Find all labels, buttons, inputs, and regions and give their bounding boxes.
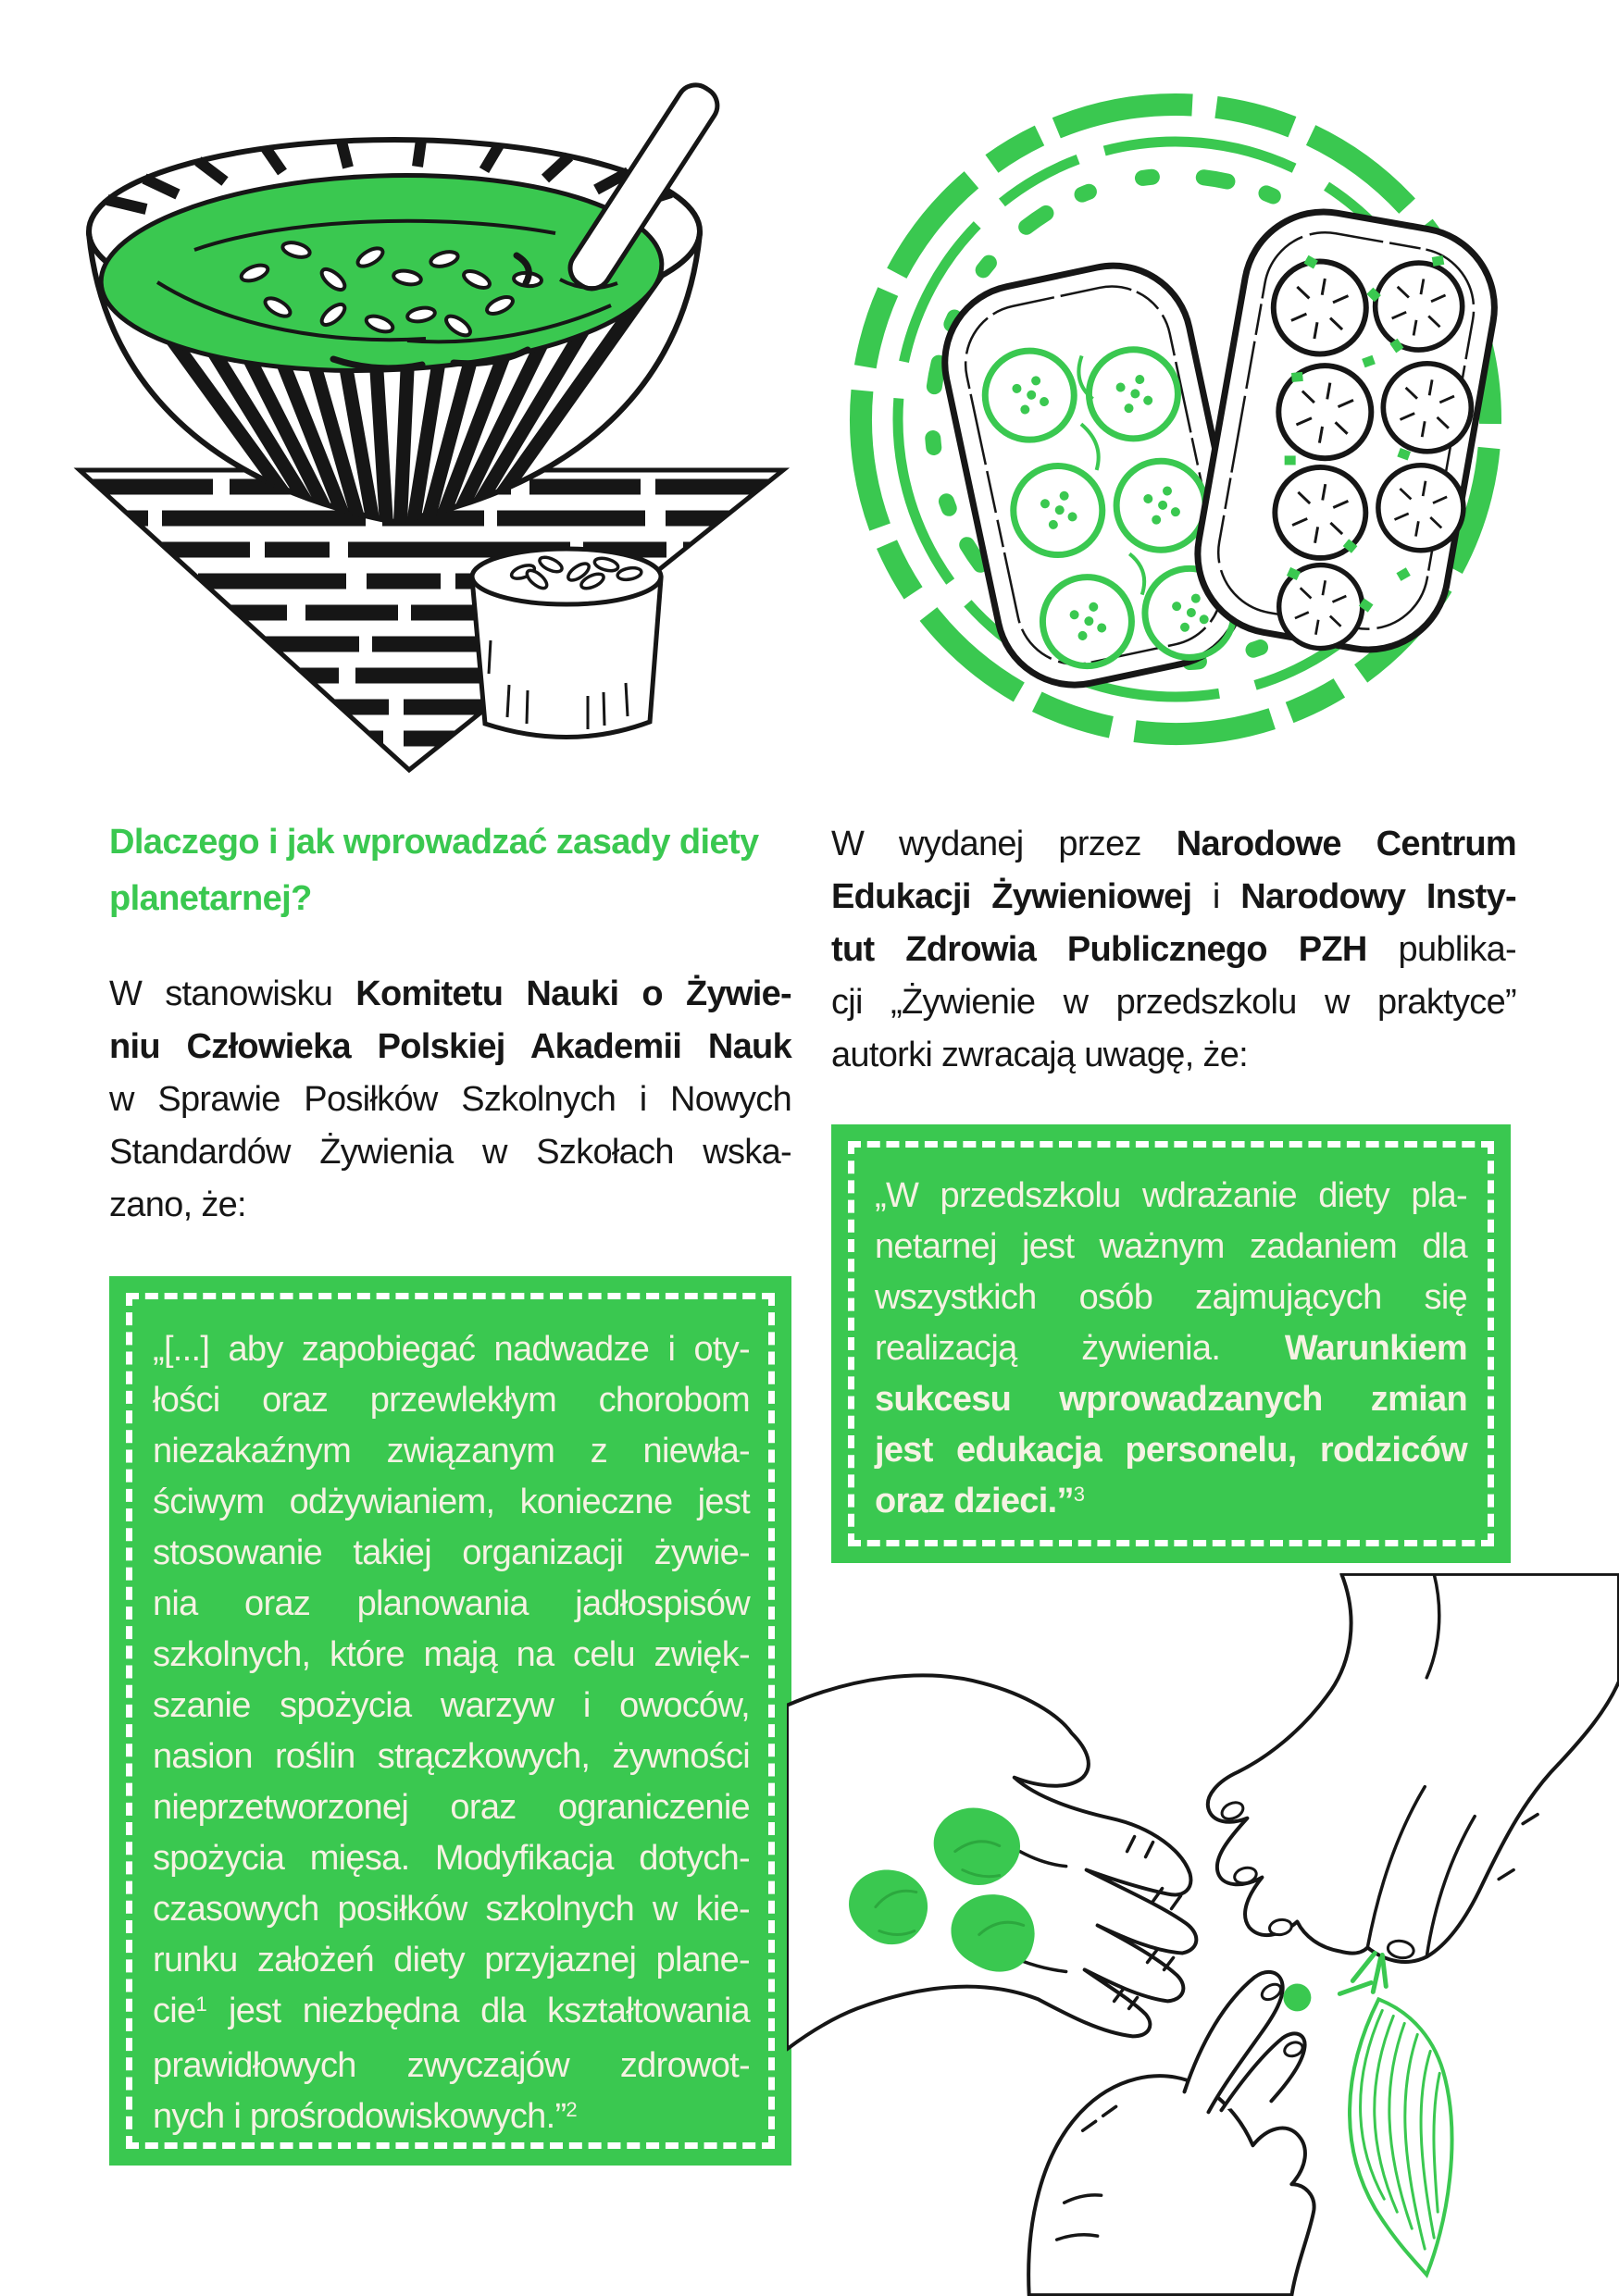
hands-peas-illustration bbox=[787, 1573, 1619, 2296]
text-line: W stanowisku Komitetu Nauki o Żywie- bbox=[109, 974, 791, 1013]
text-line: „W przedszkolu wdrażanie diety pla- bbox=[875, 1176, 1467, 1215]
quote-box-left bbox=[109, 1276, 791, 2166]
pinching-hand bbox=[1208, 1574, 1619, 1962]
quote-text-left bbox=[153, 1324, 750, 2146]
text-line: planetarnej? bbox=[109, 879, 312, 918]
seed-cup bbox=[472, 549, 661, 738]
text-line: zano, że: bbox=[109, 1185, 246, 1224]
text-line: „[...] aby zapobiegać nadwadze i oty- bbox=[153, 1330, 750, 1369]
section-heading bbox=[109, 814, 794, 927]
text-line: Edukacji Żywieniowej i Narodowy Insty- bbox=[831, 877, 1516, 916]
text-line: jest edukacja personelu, rodziców bbox=[875, 1431, 1467, 1470]
text-line: tut Zdrowia Publicznego PZH publika- bbox=[831, 930, 1516, 969]
text-line: realizacją żywienia. Warunkiem bbox=[875, 1329, 1467, 1368]
sandwich-plate-illustration bbox=[815, 79, 1537, 763]
text-line: nasion roślin strączkowych, żywności bbox=[153, 1737, 750, 1776]
text-line: w Sprawie Posiłków Szkolnych i Nowych bbox=[109, 1080, 791, 1119]
intro-paragraph-right bbox=[831, 818, 1516, 1082]
bread-slice-right bbox=[1184, 199, 1511, 669]
text-line: cji „Żywienie w przedszkolu w praktyce” bbox=[831, 983, 1516, 1022]
text-line: cie$^1$ jest niezbędna dla kształtowania bbox=[153, 1992, 750, 2030]
text-line: łości oraz przewlekłym chorobom bbox=[153, 1381, 750, 1420]
sandwich-plate-drawing bbox=[815, 79, 1537, 763]
quote-box-right bbox=[831, 1124, 1511, 1563]
text-line: ściwym odżywianiem, konieczne jest bbox=[153, 1483, 750, 1521]
text-line: szanie spożycia warzyw i owoców, bbox=[153, 1686, 750, 1725]
text-line: autorki zwracają uwagę, że: bbox=[831, 1036, 1248, 1074]
text-line: niu Człowieka Polskiej Akademii Nauk bbox=[109, 1027, 791, 1066]
text-line: oraz dzieci.”$^3$ bbox=[875, 1482, 1086, 1520]
pea-holding-hand bbox=[1028, 1972, 1314, 2295]
text-line: sukcesu wprowadzanych zmian bbox=[875, 1380, 1467, 1419]
text-line: prawidłowych zwyczajów zdrowot- bbox=[153, 2046, 750, 2085]
text-line: czasowych posiłków szkolnych w kie- bbox=[153, 1890, 750, 1929]
text-line: niezakaźnym związanym z niewła- bbox=[153, 1432, 750, 1471]
text-line: wszystkich osób zajmujących się bbox=[875, 1278, 1467, 1317]
text-line: W wydanej przez Narodowe Centrum bbox=[831, 825, 1517, 863]
hands-peas-drawing bbox=[787, 1573, 1619, 2296]
text-line: runku założeń diety przyjaznej plane- bbox=[153, 1941, 750, 1980]
text-line: nych i prośrodowiskowych.”$^2$ bbox=[153, 2097, 578, 2136]
intro-paragraph-left bbox=[109, 968, 791, 1232]
quote-text-right bbox=[875, 1171, 1467, 1531]
soup-bowl-drawing bbox=[56, 37, 796, 777]
text-line: szkolnych, które mają na celu zwięk- bbox=[153, 1635, 750, 1674]
placemat-stripes bbox=[74, 487, 787, 738]
text-line: nieprzetworzonej oraz ograniczenie bbox=[153, 1788, 750, 1827]
text-line: spożycia mięsa. Modyfikacja dotych- bbox=[153, 1839, 750, 1878]
text-line: Dlaczego i jak wprowadzać zasady diety bbox=[109, 823, 759, 862]
green-pea bbox=[1283, 1983, 1311, 2011]
pea-pod bbox=[1339, 1953, 1451, 2275]
text-line: nia oraz planowania jadłospisów bbox=[153, 1584, 750, 1623]
text-line: Standardów Żywienia w Szkołach wska- bbox=[109, 1133, 791, 1172]
text-line: stosowanie takiej organizacji żywie- bbox=[153, 1533, 750, 1572]
text-line: netarnej jest ważnym zadaniem dla bbox=[875, 1227, 1467, 1266]
soup-bowl-illustration bbox=[56, 37, 796, 777]
